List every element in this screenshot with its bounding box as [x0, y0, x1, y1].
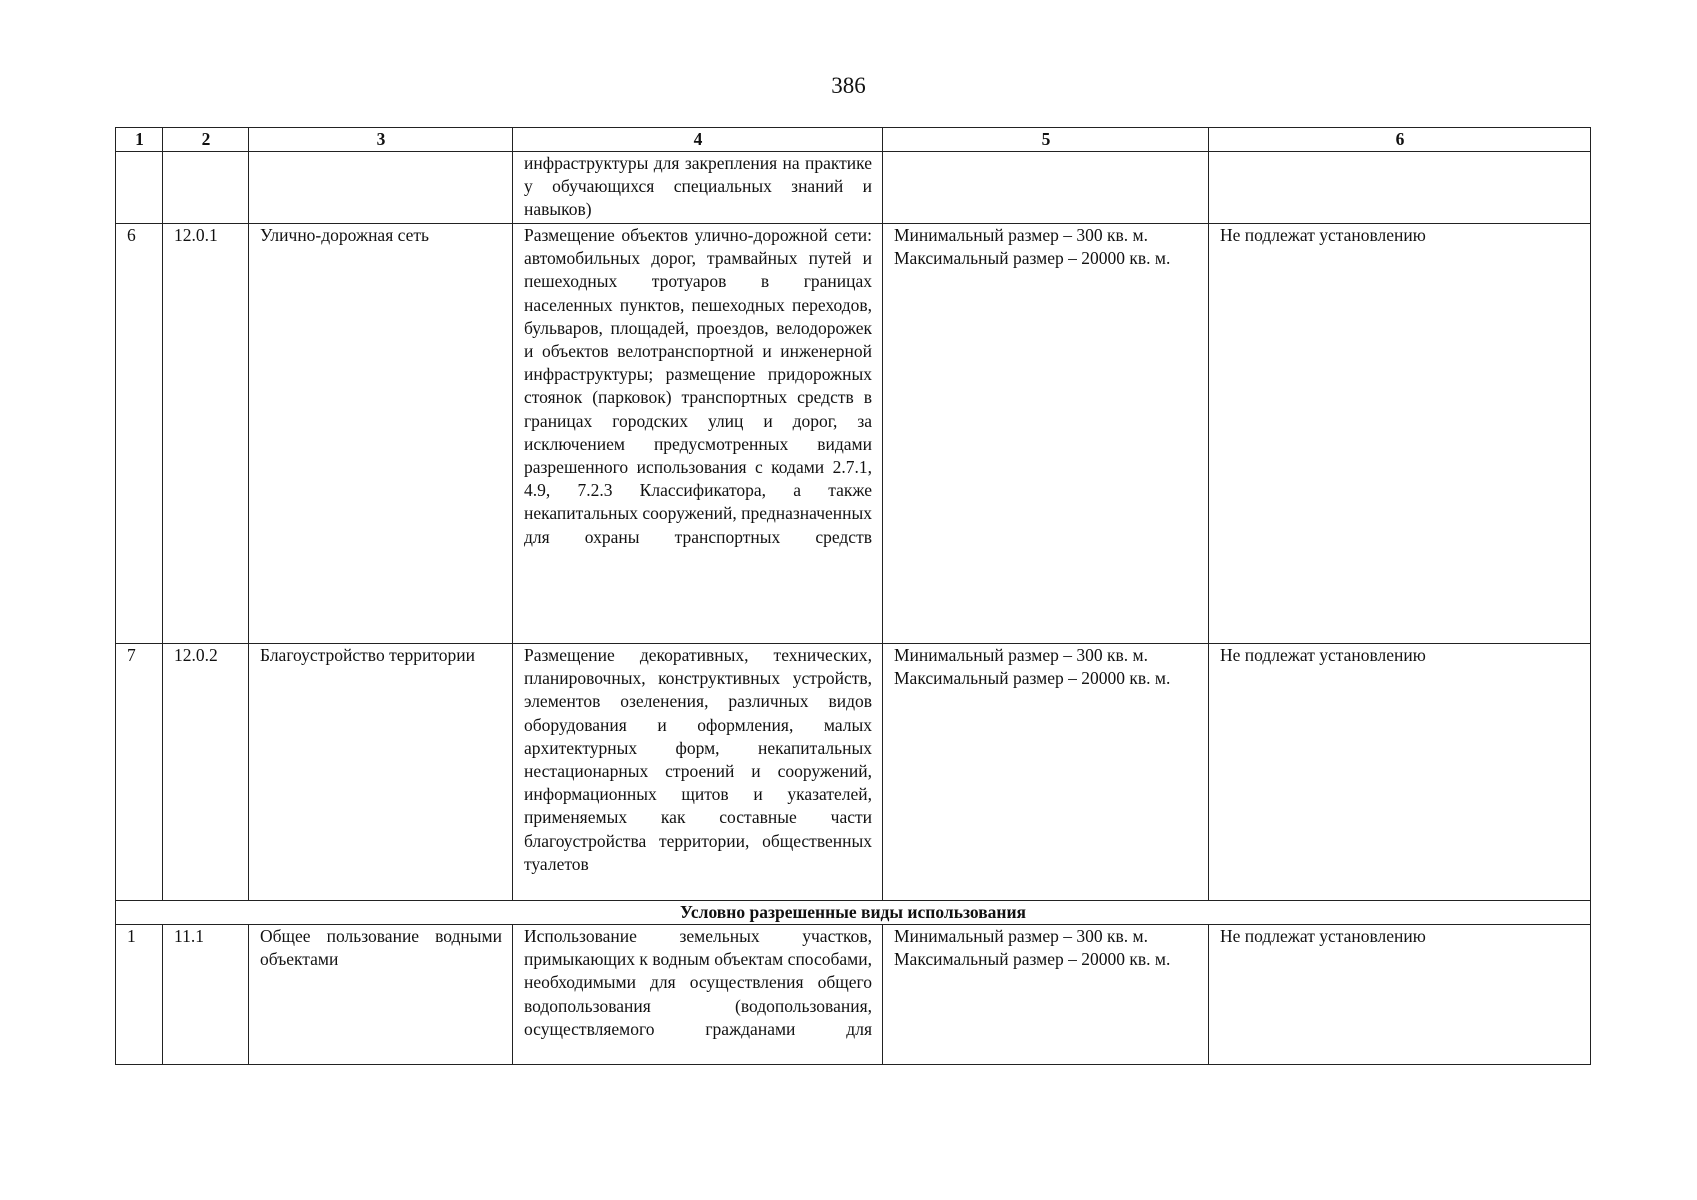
header-col-3: 3	[249, 128, 513, 152]
row-name: Благоустройство территории	[249, 644, 513, 901]
table-row	[116, 644, 1591, 901]
header-col-2: 2	[163, 128, 249, 152]
row-name: Общее пользование водными объектами	[249, 925, 513, 1065]
row-limits	[1209, 152, 1591, 224]
row-number: 7	[116, 644, 163, 901]
row-size: Минимальный размер – 300 кв. м. Максимальный размер – 20000 кв. м.	[883, 925, 1209, 1065]
header-col-1: 1	[116, 128, 163, 152]
row-code	[163, 152, 249, 224]
row-name: Улично-дорожная сеть	[249, 224, 513, 644]
header-row	[116, 128, 1591, 152]
row-description: Размещение объектов улично-дорожной сети: автомобильных дорог, трамвайных путей и пешеходных тротуаров в границах населенных пунктов, пешеходных переходов, бульваров, площадей, проездов, велодорожек и объектов велотранспортной и инженерной инфраструктуры; размещение придорожных стоянок (парковок) транспортных средств в границах городских улиц и дорог, за исключением предусмотренных видами разрешенного использования с кодами 2.7.1, 4.9, 7.2.3 Классификатора, а также некапитальных сооружений, предназначенных для охраны транспортных средств	[513, 224, 883, 644]
land-use-table	[115, 127, 1591, 1065]
row-code: 12.0.1	[163, 224, 249, 644]
header-col-6: 6	[1209, 128, 1591, 152]
row-description: Использование земельных участков, примыкающих к водным объектам способами, необходимыми для осуществления общего водопользования (водопользования, осуществляемого гражданами для	[513, 925, 883, 1065]
page-number: 386	[831, 73, 866, 98]
row-size	[883, 152, 1209, 224]
table-row	[116, 224, 1591, 644]
row-limits: Не подлежат установлению	[1209, 224, 1591, 644]
row-description: Размещение декоративных, технических, планировочных, конструктивных устройств, элементов озеленения, различных видов оборудования и оформления, малых архитектурных форм, некапитальных нестационарных строений и сооружений, информационных щитов и указателей, применяемых как составные части благоустройства территории, общественных туалетов	[513, 644, 883, 901]
row-number: 1	[116, 925, 163, 1065]
row-size: Минимальный размер – 300 кв. м. Максимальный размер – 20000 кв. м.	[883, 224, 1209, 644]
section-row	[116, 901, 1591, 925]
row-code: 11.1	[163, 925, 249, 1065]
row-code: 12.0.2	[163, 644, 249, 901]
section-title: Условно разрешенные виды использования	[116, 901, 1591, 925]
row-size: Минимальный размер – 300 кв. м. Максимальный размер – 20000 кв. м.	[883, 644, 1209, 901]
row-name	[249, 152, 513, 224]
row-number: 6	[116, 224, 163, 644]
header-col-4: 4	[513, 128, 883, 152]
row-limits: Не подлежат установлению	[1209, 925, 1591, 1065]
header-col-5: 5	[883, 128, 1209, 152]
table-row	[116, 152, 1591, 224]
row-limits: Не подлежат установлению	[1209, 644, 1591, 901]
table-row	[116, 925, 1591, 1065]
row-description: инфраструктуры для закрепления на практике у обучающихся специальных знаний и навыков)	[513, 152, 883, 224]
row-number	[116, 152, 163, 224]
